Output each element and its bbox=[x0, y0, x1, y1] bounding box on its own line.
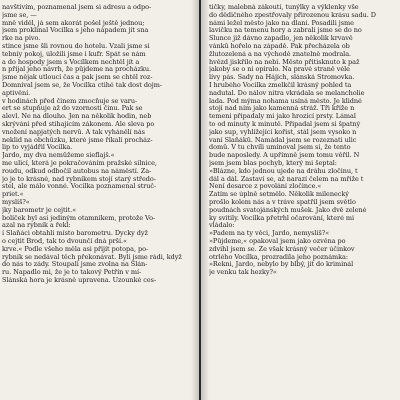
text-line: žlutozelená a na východě znatelně modrala. bbox=[209, 50, 352, 58]
text-line: domů. V tu chvíli umínoval jsem si, že tento bbox=[209, 144, 351, 152]
text-line: í Slaňáci obtahli místo barometru. Dycky dyž bbox=[2, 230, 148, 238]
text-line: vaní Slaňáků. Namádal jsem se rozeznati ulic bbox=[209, 136, 357, 144]
text-line: navštívím, poznamenal jsem si adresu a odpo- bbox=[2, 4, 152, 11]
text-line: jky barometr je cejtit.« bbox=[2, 206, 77, 214]
paragraph bbox=[209, 168, 397, 191]
text-line: ky svítily. Vocílka přetrhl očarování, které mi bbox=[209, 214, 355, 222]
left-page bbox=[0, 0, 199, 400]
left-page-text bbox=[2, 4, 190, 285]
text-line: hvězd jiskřilo na nebi. Město přitisknuto k paž bbox=[209, 58, 360, 66]
paragraph bbox=[209, 82, 397, 168]
text-line: rybník se nedával těch překonávat. Byli jsme rádi, když bbox=[2, 253, 182, 261]
text-line: jo je to krásné, nad rybníkem stojí starý středo- bbox=[2, 175, 156, 183]
text-line: priet.« bbox=[2, 191, 24, 199]
text-line: o cejtit Brod, tak to dvounčí dná prší.« bbox=[2, 237, 127, 245]
text-line: n přijal jeho návrh, že půjdeme na procházku. bbox=[2, 66, 151, 74]
text-line: »Blázne, kdo jednou ujede na dráhu zločinu, t bbox=[209, 167, 358, 175]
text-line: lip to vyjádřil Vocílka. bbox=[2, 144, 73, 152]
text-line: tičky, malebná zákoutí, tunýlky a výklenky vše bbox=[209, 4, 359, 11]
text-line: jsme se, — bbox=[2, 11, 37, 19]
paragraph bbox=[209, 191, 397, 230]
paragraph bbox=[2, 43, 190, 98]
text-line: otrlého Vocílka, prozradila jeho poznámka: bbox=[209, 253, 348, 261]
paragraph bbox=[209, 261, 397, 277]
text-line: ru. Napadlo mi, že je to takový Petřín v mí- bbox=[2, 269, 142, 277]
text-line: námi ležel město jako na dlani. Posadili jsme bbox=[209, 19, 354, 27]
text-line: Slánská hora je krásně upravena. Uzounké ces- bbox=[2, 276, 157, 284]
text-line: to od minuty k minutě. Připadal jsem si špatný bbox=[209, 120, 361, 128]
text-line: alevl. Ne na dlouho. Jen na několik hodin, neb bbox=[2, 113, 152, 121]
text-line: myslíš?« bbox=[2, 198, 30, 206]
text-line: Slunce již dávno zapadlo, jen několik krvavě bbox=[209, 35, 353, 43]
text-line: neklid na obchůzku, které jsme říkali procház- bbox=[2, 136, 153, 144]
paragraph bbox=[2, 98, 190, 153]
paragraph bbox=[209, 230, 397, 238]
paragraph bbox=[2, 152, 190, 191]
text-line: roudu, odkud odbočil autobus na náměstí. Za- bbox=[2, 167, 152, 175]
text-line: rke na pivo. bbox=[2, 35, 41, 43]
text-line: tebníy pokoj, úložili jsme i kufr. Spát se nám bbox=[2, 50, 146, 58]
text-line: azal na rybník a řekl: bbox=[2, 222, 71, 230]
text-line: dál a dál. Zastaví se, až narazí čelem na mříže t bbox=[209, 175, 364, 183]
text-line: aptivění. bbox=[2, 89, 31, 97]
text-line: do dědičného zpestřovaly přirozenou krásu sadu. D bbox=[209, 11, 376, 19]
text-line: »Padem na ty věci, Jardo, nemyslíš?« bbox=[209, 230, 330, 238]
text-line: jsem jsem blas pochyb, který mi šeptal: bbox=[209, 159, 337, 167]
text-line: stel, ale málo vonné. Vocílka poznamenal struč- bbox=[2, 183, 157, 191]
text-line: lada. Pod mýma nohama usíná město. Je klidné bbox=[209, 97, 362, 105]
text-line: prošlo kolem nás a v tráve spatřil jsem světlo bbox=[209, 198, 356, 206]
right-page bbox=[201, 0, 400, 400]
text-line: vánků hořelo na západě. Pak přecházela ob bbox=[209, 42, 350, 50]
text-line: I hrubého Vocílka zmelkčil krásný pohled ta bbox=[209, 81, 352, 89]
text-line: do nás to zády. Stoupali jsme zvolna na Slán- bbox=[2, 261, 148, 269]
text-line: bolíček byl asi jediným otamníkem, protože Vo- bbox=[2, 214, 156, 222]
paragraph bbox=[2, 191, 190, 207]
text-line: jako sup, vyhlížející kořist, stál jsem vysoko n bbox=[209, 128, 357, 136]
text-line: Domníval jsem se, že Vocílka ctihé tak dost dojm- bbox=[2, 81, 163, 89]
text-line: je venku tak hezky?« bbox=[209, 269, 277, 277]
text-line: jakoby se o ni opíralo. Na pravé straně véle bbox=[209, 66, 350, 74]
text-line: jsem proklinal Vocílka s jeho nápadem jít sna bbox=[2, 27, 149, 35]
text-line: lívy pás. Sady na Hájích, slánská Stromovka. bbox=[209, 74, 355, 82]
text-line: stojí nad ním jako kamenná stráž. Tři kříže n bbox=[209, 105, 355, 113]
paragraph bbox=[209, 4, 397, 82]
text-line: temeni připadaly mi jako hrozící prsty. Lámal bbox=[209, 113, 356, 121]
text-line: vládalo: bbox=[209, 222, 235, 230]
text-line: Zatím se úplně setmělo. Několik milenecký bbox=[209, 191, 349, 199]
text-line: nadutal. Do nálov nitra vkrádala se melancholie bbox=[209, 89, 365, 97]
text-line: me ulicí, která je pokračováním pražské silnice, bbox=[2, 159, 157, 167]
paragraph bbox=[2, 207, 190, 285]
text-line: stínce jsme šli rovnou do hotelu. Vzali jsme si bbox=[2, 42, 150, 50]
text-line: v hodinách před činem zmocňuje se varu- bbox=[2, 97, 138, 105]
text-line: a do hospody jsem s Vocílkem nechtěl jít a bbox=[2, 58, 140, 66]
text-line: »Rekni, Jardo, nebylo by blbý, jít do kriminál bbox=[209, 261, 354, 269]
text-line: Není desarce z povolání zločince.« bbox=[209, 183, 322, 191]
text-line: bude naposledy. A upřímně jsem tomu věřil. N bbox=[209, 152, 360, 160]
text-line: »Půjdeme,« opakoval jsem jako ozvěna po bbox=[209, 237, 346, 245]
right-page-text bbox=[209, 4, 397, 277]
text-line: zdvihl jsem se. Že však krásný večer účinkov bbox=[209, 245, 355, 253]
text-line: lavičku na temenu hory a zabrali jsme se do no bbox=[209, 27, 362, 35]
text-line: skrývání před stihajícím zákonem. Ale sleva po bbox=[2, 120, 155, 128]
text-line: vnožení napjatých nervů. A tak vyhánělí nás bbox=[2, 128, 145, 136]
text-line: poudnách svatojánských mušek. Jako dvě zelené bbox=[209, 206, 367, 214]
text-line: jsme nějak utloucí čas a pak jsem se chtěl roz- bbox=[2, 74, 153, 82]
text-line: ert se stupňuje až do vzornosti činu. Pak se bbox=[2, 105, 143, 113]
paragraph bbox=[2, 4, 190, 43]
text-line: mně viděl, já sem akorát pošel ještě jednou; bbox=[2, 19, 145, 27]
text-line: krve.« Podle všeho měla asi přijít potopa, po- bbox=[2, 245, 149, 253]
paragraph bbox=[209, 238, 397, 261]
text-line: Jardo, my dva nemůžeme sieflajš.« bbox=[2, 152, 115, 160]
